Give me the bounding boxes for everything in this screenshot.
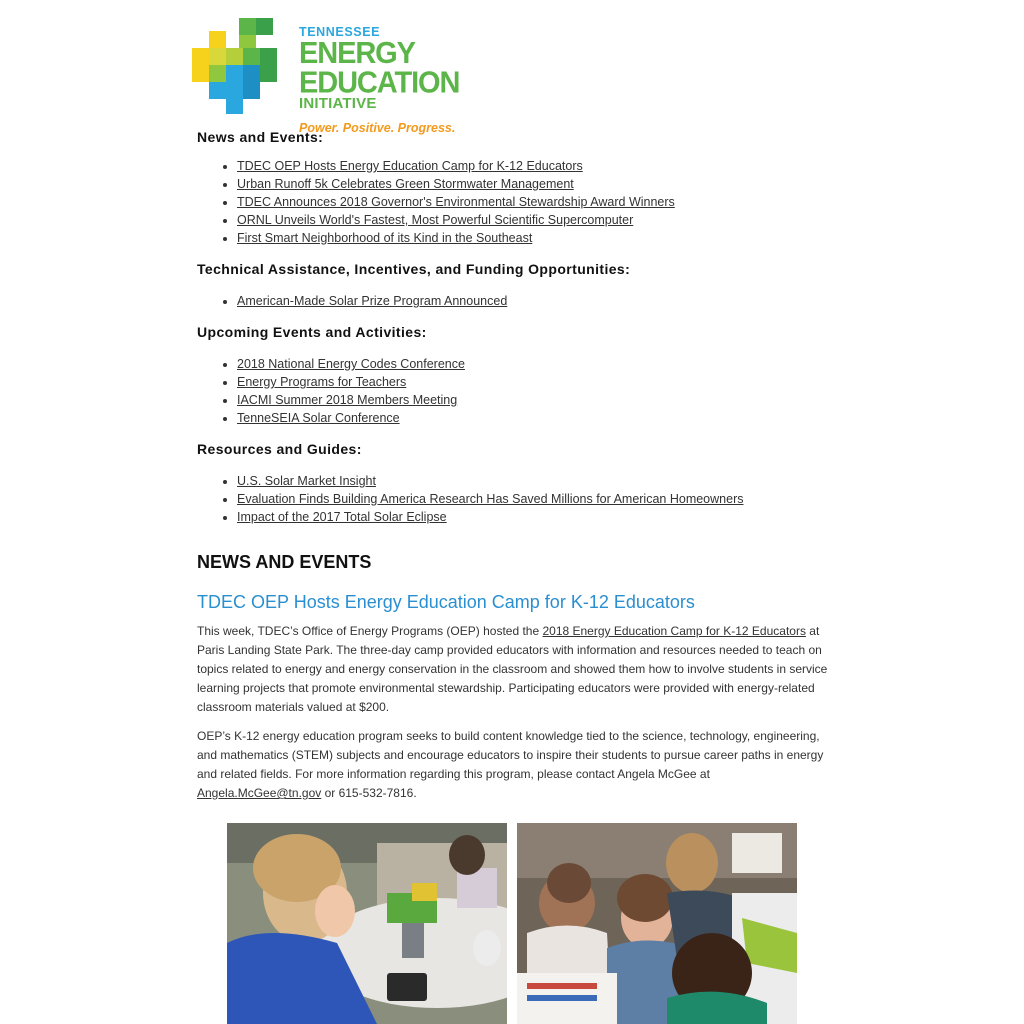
toc-list-upcoming bbox=[197, 355, 465, 427]
toc-link[interactable]: U.S. Solar Market Insight bbox=[237, 474, 376, 488]
list-item bbox=[237, 490, 743, 508]
camp-photo-right bbox=[517, 823, 797, 1024]
toc-link[interactable]: 2018 National Energy Codes Conference bbox=[237, 357, 465, 371]
section-heading: NEWS AND EVENTS bbox=[197, 552, 372, 572]
article-paragraph-2 bbox=[197, 727, 829, 803]
email-link[interactable]: Angela.McGee@tn.gov bbox=[197, 786, 322, 800]
camp-photo-left bbox=[227, 823, 507, 1024]
list-item bbox=[237, 355, 465, 373]
toc-link[interactable]: Energy Programs for Teachers bbox=[237, 375, 407, 389]
toc-link[interactable]: Evaluation Finds Building America Research Has Saved Millions for American Homeowners bbox=[237, 492, 744, 506]
toc-heading-news: News and Events: bbox=[197, 129, 324, 145]
toc-link[interactable]: TDEC Announces 2018 Governor's Environmental Stewardship Award Winners bbox=[237, 195, 675, 209]
logo-title-text: ENERGY EDUCATION bbox=[299, 36, 460, 100]
list-item bbox=[237, 175, 675, 193]
list-item bbox=[237, 409, 465, 427]
toc-list-news bbox=[197, 157, 675, 247]
toc-link[interactable]: TDEC OEP Hosts Energy Education Camp for K-12 Educators bbox=[237, 159, 583, 173]
toc-link[interactable]: TenneSEIA Solar Conference bbox=[237, 411, 400, 425]
toc-heading-funding: Technical Assistance, Incentives, and Funding Opportunities: bbox=[197, 261, 631, 277]
toc-list-resources bbox=[197, 472, 743, 526]
paragraph-text: at Paris Landing State Park. The three-day camp provided educators with information and resources needed to teach on topics related to energy and energy conservation in the classroom and showed them how to involve students in service learning projects that promote environmental stewardship. Participating educators were provided with energy-related classroom materials valued at $200. bbox=[197, 624, 828, 714]
toc-link[interactable]: Urban Runoff 5k Celebrates Green Stormwater Management bbox=[237, 177, 574, 191]
paragraph-text: OEP’s K-12 energy education program seeks to build content knowledge tied to the science, technology, engineering, and mathematics (STEM) subjects and encourage educators to inspire their students to pursue career paths in energy and related fields. For more information regarding this program, please contact Angela McGee at bbox=[197, 729, 824, 781]
toc-heading-resources: Resources and Guides: bbox=[197, 441, 362, 457]
logo-tagline: Power. Positive. Progress. bbox=[299, 121, 456, 135]
paragraph-text: or 615-532-7816. bbox=[321, 786, 417, 800]
list-item bbox=[237, 391, 465, 409]
logo-initiative-text: INITIATIVE bbox=[299, 95, 377, 112]
toc-link[interactable]: American-Made Solar Prize Program Announced bbox=[237, 294, 508, 308]
list-item bbox=[237, 373, 465, 391]
list-item bbox=[237, 193, 675, 211]
logo-state-text: TENNESSEE bbox=[299, 25, 381, 39]
list-item bbox=[237, 229, 675, 247]
list-item bbox=[237, 157, 675, 175]
list-item bbox=[237, 211, 675, 229]
toc-link[interactable]: ORNL Unveils World's Fastest, Most Powerful Scientific Supercomputer bbox=[237, 213, 634, 227]
toc-link[interactable]: Impact of the 2017 Total Solar Eclipse bbox=[237, 510, 447, 524]
logo-pixel-mark-icon bbox=[192, 18, 288, 114]
article-paragraph-1 bbox=[197, 622, 829, 717]
toc-heading-upcoming: Upcoming Events and Activities: bbox=[197, 324, 427, 340]
list-item bbox=[237, 292, 507, 310]
toc-list-funding bbox=[197, 292, 507, 310]
tnee-logo[interactable] bbox=[192, 18, 492, 135]
toc-link[interactable]: IACMI Summer 2018 Members Meeting bbox=[237, 393, 458, 407]
list-item bbox=[237, 472, 743, 490]
toc-link[interactable]: First Smart Neighborhood of its Kind in the Southeast bbox=[237, 231, 533, 245]
article-title: TDEC OEP Hosts Energy Education Camp for K-12 Educators bbox=[197, 592, 695, 612]
paragraph-text: This week, TDEC’s Office of Energy Programs (OEP) hosted the bbox=[197, 624, 543, 638]
camp-link[interactable]: 2018 Energy Education Camp for K-12 Educators bbox=[542, 624, 806, 638]
list-item bbox=[237, 508, 743, 526]
